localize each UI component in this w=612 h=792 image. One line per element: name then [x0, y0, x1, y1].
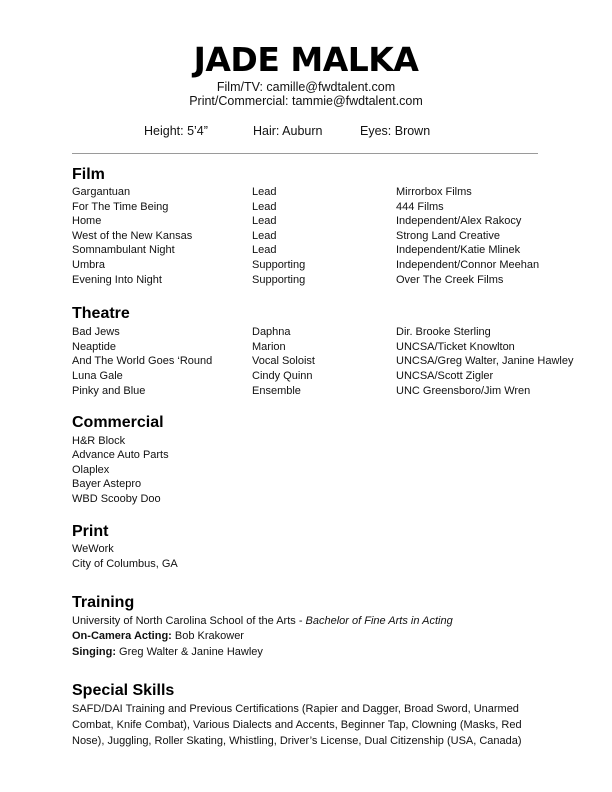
credit-role: Lead	[252, 230, 277, 242]
credit-company: Over The Creek Films	[396, 274, 504, 286]
on-camera-label: On-Camera Acting:	[72, 630, 172, 642]
credit-role: Supporting	[252, 259, 306, 271]
credit-row	[0, 229, 612, 244]
credit-company: 444 Films	[396, 201, 444, 213]
list-item: WBD Scooby Doo	[72, 493, 161, 505]
credit-company: Strong Land Creative	[396, 230, 500, 242]
training-heading: Training	[72, 594, 135, 611]
credit-project: Pinky and Blue	[72, 385, 146, 397]
list-item: Bayer Astepro	[72, 478, 142, 490]
credit-row	[0, 258, 612, 273]
credit-project: Neaptide	[72, 341, 117, 353]
credit-role: Lead	[252, 215, 277, 227]
training-singing	[72, 645, 263, 660]
list-item: Olaplex	[72, 464, 110, 476]
credit-row	[0, 384, 612, 399]
credit-role: Vocal Soloist	[252, 355, 315, 367]
credit-company: Mirrorbox Films	[396, 186, 472, 198]
credit-project: Gargantuan	[72, 186, 131, 198]
credit-row	[0, 243, 612, 258]
actor-name: JADE MALKA	[193, 40, 419, 79]
credit-company: Independent/Alex Rakocy	[396, 215, 522, 227]
credit-project: And The World Goes ‘Round	[72, 355, 213, 367]
list-item: H&R Block	[72, 435, 126, 447]
special-skills-text: SAFD/DAI Training and Previous Certifications (Rapier and Dagger, Broad Sword, Unarmed Combat, Knife Combat), Various Dialects and Accents, Beginner Tap, Clowning (Masks, Red Nose), Juggling, Roller Skating, Whistling, Driver’s License, Dual Citizenship (USA, Canada)	[72, 703, 522, 747]
special-skills-heading: Special Skills	[72, 682, 175, 699]
credit-project: Bad Jews	[72, 326, 120, 338]
credit-project: For The Time Being	[72, 201, 169, 213]
credit-project: Umbra	[72, 259, 106, 271]
training-school	[72, 614, 453, 629]
credit-role: Lead	[252, 186, 277, 198]
credit-company: Independent/Connor Meehan	[396, 259, 540, 271]
credit-row	[0, 354, 612, 369]
credit-row	[0, 214, 612, 229]
theatre-heading: Theatre	[72, 305, 130, 322]
credit-project: Somnambulant Night	[72, 244, 175, 256]
credit-company: UNCSA/Ticket Knowlton	[396, 341, 515, 353]
degree-name: Bachelor of Fine Arts in Acting	[305, 615, 453, 627]
print-heading: Print	[72, 523, 109, 540]
commercial-heading: Commercial	[72, 414, 164, 431]
credit-role: Marion	[252, 341, 286, 353]
credit-company: UNC Greensboro/Jim Wren	[396, 385, 531, 397]
credit-role: Lead	[252, 201, 277, 213]
credit-role: Ensemble	[252, 385, 301, 397]
credit-row	[0, 200, 612, 215]
credit-company: Dir. Brooke Sterling	[396, 326, 491, 338]
credit-row	[0, 369, 612, 384]
singing-instructors: Greg Walter & Janine Hawley	[116, 646, 263, 658]
list-item: WeWork	[72, 543, 114, 555]
credit-project: Home	[72, 215, 102, 227]
credit-company: Independent/Katie Mlinek	[396, 244, 521, 256]
training-on-camera	[72, 629, 244, 644]
credit-row	[0, 273, 612, 288]
print-commercial-contact: Print/Commercial: tammie@fwdtalent.com	[189, 94, 423, 108]
credit-project: West of the New Kansas	[72, 230, 193, 242]
eyes-stat: Eyes: Brown	[360, 124, 431, 138]
school-name: University of North Carolina School of the Arts -	[72, 615, 306, 627]
credit-role: Cindy Quinn	[252, 370, 313, 382]
credit-company: UNCSA/Scott Zigler	[396, 370, 494, 382]
credit-project: Evening Into Night	[72, 274, 162, 286]
hair-stat: Hair: Auburn	[253, 124, 323, 138]
singing-label: Singing:	[72, 646, 116, 658]
credit-role: Supporting	[252, 274, 306, 286]
film-heading: Film	[72, 166, 105, 183]
film-tv-contact: Film/TV: camille@fwdtalent.com	[216, 80, 396, 94]
credit-role: Daphna	[252, 326, 291, 338]
list-item: Advance Auto Parts	[72, 449, 169, 461]
credit-row	[0, 325, 612, 340]
credit-row	[0, 340, 612, 355]
header-divider	[72, 153, 538, 154]
credit-project: Luna Gale	[72, 370, 123, 382]
list-item: City of Columbus, GA	[72, 558, 178, 570]
credit-company: UNCSA/Greg Walter, Janine Hawley	[396, 355, 574, 367]
credit-role: Lead	[252, 244, 277, 256]
credit-row	[0, 185, 612, 200]
on-camera-instructor: Bob Krakower	[171, 630, 244, 642]
height-stat: Height: 5’4”	[144, 124, 208, 138]
